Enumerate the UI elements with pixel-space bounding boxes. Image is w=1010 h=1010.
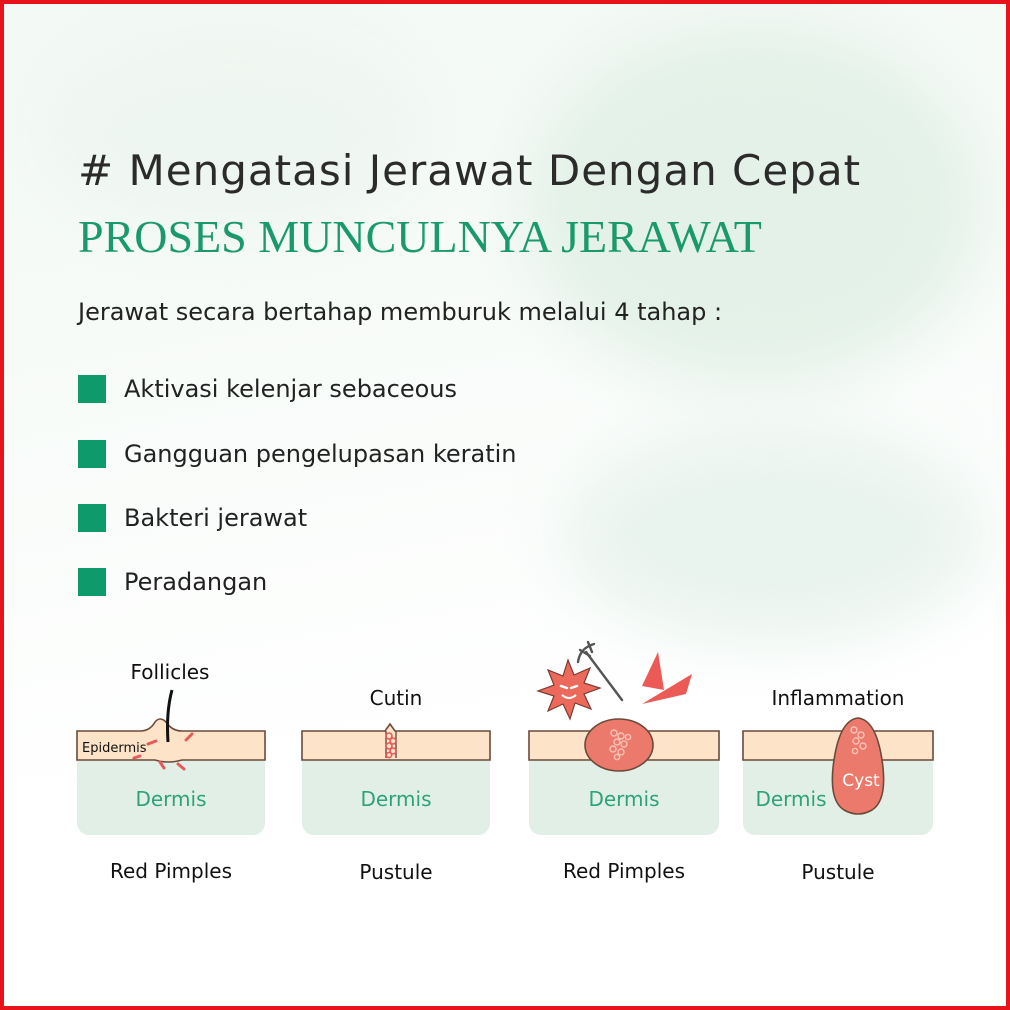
cutin-label: Cutin xyxy=(369,686,423,710)
alert-slash-icon xyxy=(642,652,664,690)
follicles-label: Follicles xyxy=(130,660,210,684)
page-title: # Mengatasi Jerawat Dengan Cepat xyxy=(78,146,862,195)
diagram-follicles xyxy=(77,660,265,883)
diagram-cutin xyxy=(302,686,490,884)
diagram-caption: Pustule xyxy=(359,860,433,884)
stage-label: Aktivasi kelenjar sebaceous xyxy=(124,375,457,403)
intro-text: Jerawat secara bertahap memburuk melalui 4 tahap : xyxy=(78,298,723,326)
angry-bacteria-icon xyxy=(538,660,600,719)
dermis-label: Dermis xyxy=(588,787,660,811)
section-heading: PROSES MUNCULNYA JERAWAT xyxy=(78,211,762,262)
stage-label: Bakteri jerawat xyxy=(124,504,308,532)
stage-label: Peradangan xyxy=(124,568,268,596)
inflammation-label: Inflammation xyxy=(771,686,905,710)
stage-label: Gangguan pengelupasan keratin xyxy=(124,440,517,468)
cyst-label: Cyst xyxy=(842,771,880,791)
diagram-bacteria xyxy=(529,642,719,883)
diagram-inflammation xyxy=(743,686,933,884)
diagram-caption: Red Pimples xyxy=(110,859,232,883)
dermis-label: Dermis xyxy=(135,787,207,811)
diagram-caption: Pustule xyxy=(801,860,875,884)
dermis-label: Dermis xyxy=(755,787,827,811)
epidermis-label: Epidermis xyxy=(82,741,147,756)
dermis-label: Dermis xyxy=(360,787,432,811)
diagram-caption: Red Pimples xyxy=(563,859,685,883)
